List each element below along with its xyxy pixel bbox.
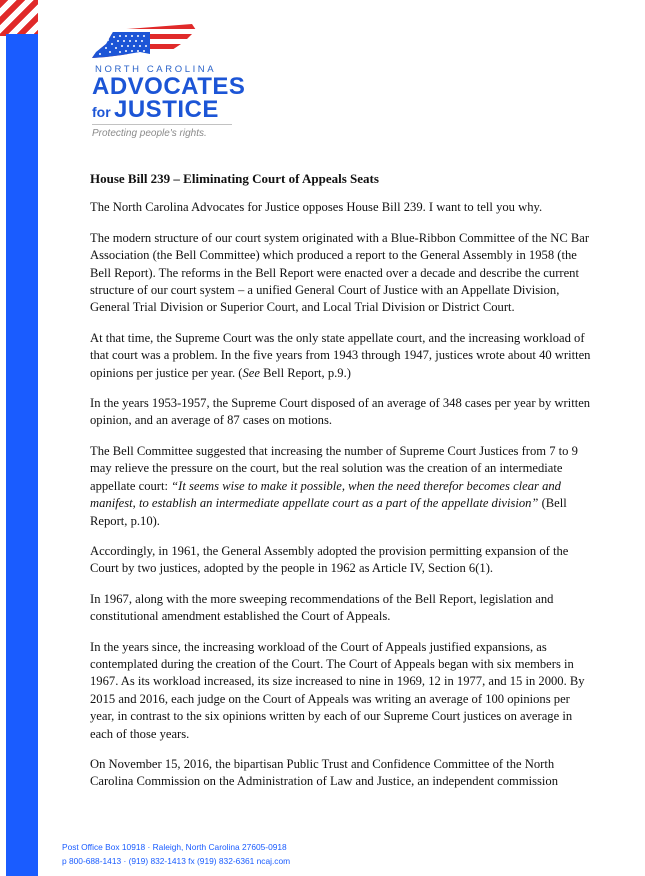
nc-flag-state-icon <box>92 24 198 58</box>
paragraph-expansions: In the years since, the increasing workload of the Court of Appeals justified expansions, as contemplated during the creation of the Court. The Court of Appeals began with six members in 1967. As its workload increased, its size increased to nine in 1969, 12 in 1977, and 15 in 2000. By 2015 and 2016, each judge on the Court of Appeals was writing an average of 100 opinions per year, in contrast to the six opinions written by each of our Supreme Court justices on average in each of those years. <box>90 639 585 741</box>
p3-see: See <box>242 365 260 380</box>
document-body <box>90 170 592 804</box>
p3-end: Bell Report, p.9.) <box>259 365 351 380</box>
p5-quote: “It seems wise to make it possible, when the need therefor becomes clear and manifest, to establish an intermediate appellate court as a part of the appellate division” <box>90 478 561 511</box>
document-title: House Bill 239 – Eliminating Court of Appeals Seats <box>90 171 379 186</box>
flag-stripe-decoration <box>0 0 38 36</box>
letterhead-footer <box>62 840 290 868</box>
p5-text: The Bell Committee suggested that increasing the number of Supreme Court Justices from 7 to 9 may relieve the pressure on the court, but the real solution was the creation of an intermediate appellate court: <box>90 443 578 493</box>
footer-address: Post Office Box 10918 · Raleigh, North Carolina 27605-0918 <box>62 842 287 852</box>
paragraph-supreme-court-workload <box>90 330 592 382</box>
ncaj-logo <box>92 24 246 144</box>
p3-text: At that time, the Supreme Court was the only state appellate court, and the increasing workload of that court was a problem. In the five years from 1943 through 1947, justices wrote about 40 written opinions per justice per year. ( <box>90 330 591 380</box>
paragraph-bell-committee: The modern structure of our court system originated with a Blue-Ribbon Committee of the NC Bar Association (the Bell Committee) which produced a report to the General Assembly in 1958 (the Bell Report). The reforms in the Bell Report were enacted over a decade and describe the current structure of our court system – a unified General Court of Justice with an Appellate Division, General Trial Division or Superior Court, and Local Trial Division or District Court. <box>90 230 590 315</box>
logo-advocates-text: ADVOCATES <box>92 73 246 100</box>
paragraph-opposition: The North Carolina Advocates for Justice opposes House Bill 239. I want to tell you why. <box>90 200 543 215</box>
footer-contact: p 800-688-1413 · (919) 832-1413 fx (919) 832-6361 ncaj.com <box>62 856 291 866</box>
paragraph-2016-committee: On November 15, 2016, the bipartisan Public Trust and Confidence Committee of the North Carolina Commission on the Administration of Law and Justice, an independent commission <box>90 756 559 789</box>
p5-end: (Bell Report, p.10). <box>90 496 567 528</box>
blue-sidebar-bar <box>6 34 38 876</box>
paragraph-1967-court-of-appeals: In 1967, along with the more sweeping recommendations of the Bell Report, legislation and constitutional amendment established the Court of Appeals. <box>90 591 554 624</box>
paragraph-1953-1957: In the years 1953-1957, the Supreme Court disposed of an average of 348 cases per year by written opinion, and an average of 87 cases on motions. <box>90 396 591 428</box>
paragraph-1961-amendment: Accordingly, in 1961, the General Assembly adopted the provision permitting expansion of the Court by two justices, adopted by the people in 1962 as Article IV, Section 6(1). <box>90 543 569 576</box>
logo-for-text: for <box>92 104 111 120</box>
logo-justice-text: JUSTICE <box>114 96 219 123</box>
logo-state-name: NORTH CAROLINA <box>95 64 217 75</box>
paragraph-intermediate-court <box>90 443 592 530</box>
logo-tagline: Protecting people's rights. <box>92 124 232 139</box>
